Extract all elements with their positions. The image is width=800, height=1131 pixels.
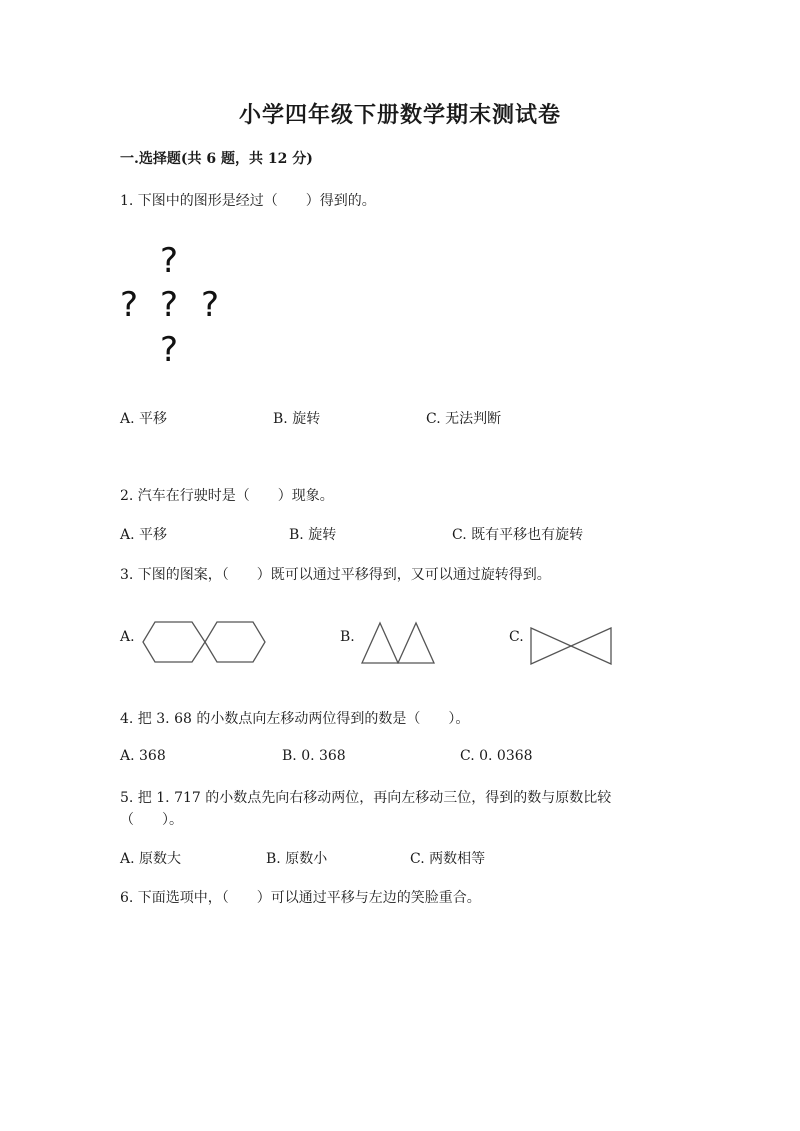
question-5-option-c[interactable]: C. 两数相等 — [410, 851, 486, 867]
question-mark-top: ? — [160, 241, 179, 281]
question-3-option-c[interactable]: C. — [509, 629, 524, 645]
question-2-option-a[interactable]: A. 平移 — [120, 527, 168, 543]
question-mark-right: ? — [201, 285, 220, 325]
question-3-stem: 3. 下图的图案，（ ）既可以通过平移得到，又可以通过旋转得到。 — [120, 567, 551, 583]
question-mark-left: ? — [120, 285, 139, 325]
question-2-option-b[interactable]: B. 旋转 — [289, 527, 337, 543]
question-5-stem-line1: 5. 把 1. 717 的小数点先向右移动两位，再向左移动三位，得到的数与原数比较 — [120, 790, 612, 806]
question-5-option-a[interactable]: A. 原数大 — [120, 851, 182, 867]
question-3-option-b[interactable]: B. — [340, 629, 355, 645]
two-hexagons-figure — [142, 620, 266, 664]
question-6-stem: 6. 下面选项中，（ ）可以通过平移与左边的笑脸重合。 — [120, 890, 481, 906]
two-triangles-figure — [361, 622, 435, 664]
question-4-option-a[interactable]: A. 368 — [120, 748, 166, 764]
question-5-stem-line2: （ ）。 — [120, 812, 183, 828]
bowtie-figure — [530, 627, 612, 665]
question-4-stem: 4. 把 3. 68 的小数点向左移动两位得到的数是（ ）。 — [120, 711, 470, 727]
section-heading: 一.选择题(共 6 题，共 12 分) — [120, 151, 313, 167]
page-title: 小学四年级下册数学期末测试卷 — [238, 102, 561, 128]
question-2-stem: 2. 汽车在行驶时是（ ）现象。 — [120, 488, 334, 504]
question-1-option-a[interactable]: A. 平移 — [120, 411, 168, 427]
question-3-option-a[interactable]: A. — [120, 629, 135, 645]
question-5-option-b[interactable]: B. 原数小 — [266, 851, 328, 867]
question-2-option-c[interactable]: C. 既有平移也有旋转 — [452, 527, 584, 543]
question-mark-bottom: ? — [160, 330, 179, 370]
question-4-option-b[interactable]: B. 0. 368 — [282, 748, 346, 764]
question-1-option-b[interactable]: B. 旋转 — [273, 411, 321, 427]
question-mark-center: ? — [160, 285, 179, 325]
question-4-option-c[interactable]: C. 0. 0368 — [460, 748, 533, 764]
question-1-stem: 1. 下图中的图形是经过（ ）得到的。 — [120, 193, 376, 209]
question-1-option-c[interactable]: C. 无法判断 — [426, 411, 502, 427]
